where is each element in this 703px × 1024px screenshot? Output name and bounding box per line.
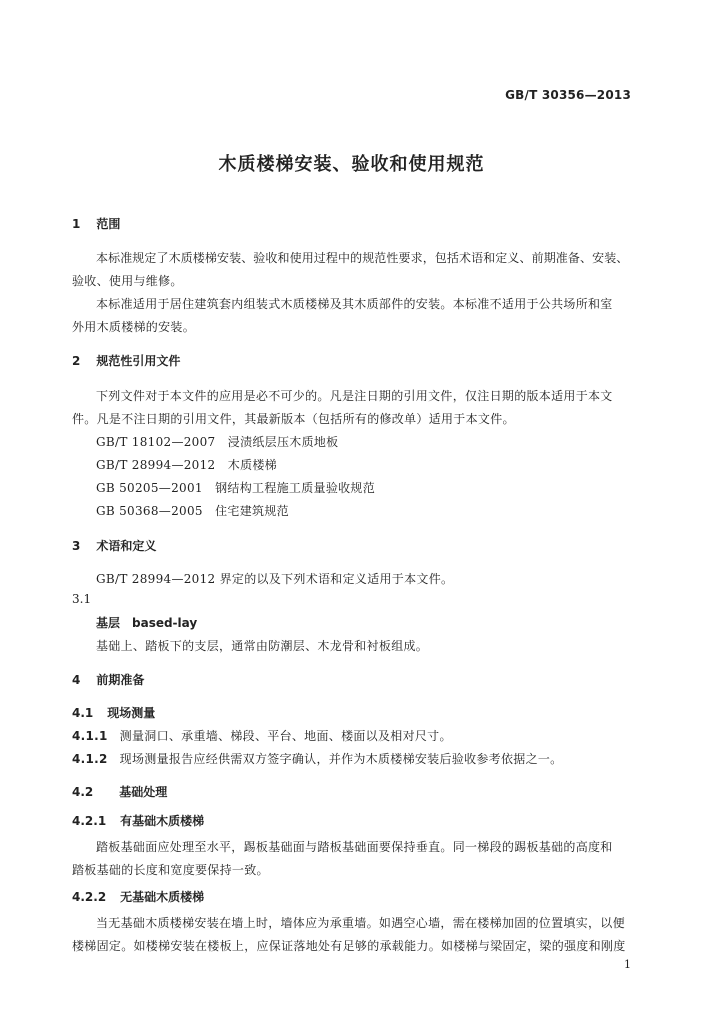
paragraph-line: 当无基础木质楼梯安装在墙上时，墙体应为承重墙。如遇空心墙，需在楼梯加固的位置填实，以便 [96,916,625,930]
section-3-heading [72,537,156,554]
section-title: 术语和定义 [96,539,157,553]
section-2-heading [72,352,180,369]
paragraph-line: 外用木质楼梯的安装。 [72,320,196,334]
document-title: 木质楼梯安装、验收和使用规范 [218,154,485,175]
clause-text: 现场测量报告应经供需双方签字确认，并作为木质楼梯安装后验收参考依据之一。 [119,752,563,766]
subsection-number: 4.2.2 [72,890,107,904]
paragraph-line: 本标准适用于居住建筑套内组装式木质楼梯及其木质部件的安装。本标准不适用于公共场所和室 [96,297,613,311]
paragraph-line: 验收、使用与维修。 [72,274,183,288]
subsection-4-1-heading [72,704,155,721]
reference-item: GB/T 18102—2007 浸渍纸层压木质地板 [96,435,339,449]
subsection-number: 4.2 [72,785,94,799]
subsection-4-2-2-heading [72,888,204,905]
section-number: 4 [72,673,81,687]
subsection-number: 4.2.1 [72,814,107,828]
subsection-4-2-heading [72,783,167,800]
subsection-title: 无基础木质楼梯 [120,890,205,904]
paragraph-line: 踏板基础面应处理至水平，踢板基础面与踏板基础面要保持垂直。同一梯段的踢板基础的高度和 [96,840,613,854]
standard-number: GB/T 30356—2013 [505,88,631,102]
subsection-4-2-1-heading [72,812,204,829]
paragraph-line: 下列文件对于本文件的应用是必不可少的。凡是注日期的引用文件，仅注日期的版本适用于本文 [96,389,613,403]
clause-text: 测量洞口、承重墙、梯段、平台、地面、楼面以及相对尺寸。 [119,729,452,743]
term-name: 基层 based-lay [96,616,198,630]
clause-4-1-2 [72,750,562,767]
section-title: 规范性引用文件 [96,354,181,368]
section-number: 1 [72,217,81,231]
term-definition: 基础上、踏板下的支层，通常由防潮层、木龙骨和衬板组成。 [96,639,429,653]
subsection-number: 4.1 [72,706,94,720]
section-title: 前期准备 [96,673,145,687]
subsection-title: 现场测量 [107,706,156,720]
section-4-heading [72,671,144,688]
page-number: 1 [624,958,631,971]
clause-number: 4.1.1 [72,729,108,743]
reference-item: GB 50205—2001 钢结构工程施工质量验收规范 [96,481,376,495]
paragraph-line: 本标准规定了木质楼梯安装、验收和使用过程中的规范性要求，包括术语和定义、前期准备、安装、 [96,251,629,265]
clause-number: 4.1.2 [72,752,108,766]
section-1-heading [72,215,120,232]
reference-item: GB/T 28994—2012 木质楼梯 [96,458,277,472]
section-number: 3 [72,539,81,553]
term-number: 3.1 [72,592,92,606]
subsection-title: 有基础木质楼梯 [120,814,205,828]
reference-item: GB 50368—2005 住宅建筑规范 [96,504,289,518]
section-title: 范围 [96,217,121,231]
paragraph-line: 踏板基础的长度和宽度要保持一致。 [72,863,269,877]
paragraph-line: GB/T 28994—2012 界定的以及下列术语和定义适用于本文件。 [96,572,454,586]
paragraph-line: 件。凡是不注日期的引用文件，其最新版本（包括所有的修改单）适用于本文件。 [72,412,515,426]
paragraph-line: 楼梯固定。如楼梯安装在楼板上，应保证落地处有足够的承载能力。如楼梯与梁固定，梁的强度和刚度 [72,939,626,953]
subsection-title: 基础处理 [119,785,168,799]
section-number: 2 [72,354,81,368]
clause-4-1-1 [72,727,452,744]
